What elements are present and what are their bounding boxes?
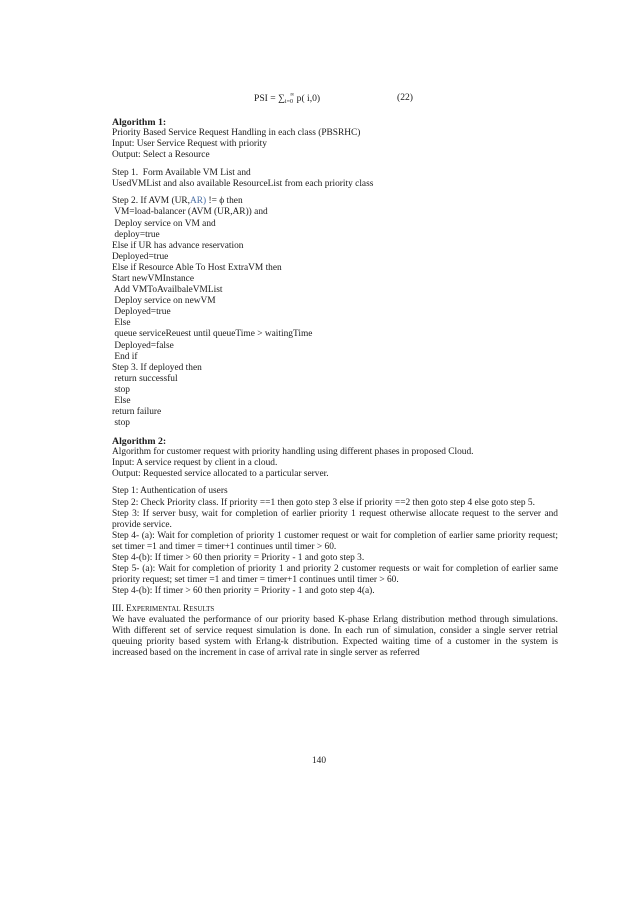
step2-prefix: Step 2. If AVM (UR, [112,196,190,207]
section3-heading-mid: R [180,603,190,614]
algorithm1-output: Output: Select a Resource [112,150,210,161]
algorithm2-heading: Algorithm 2: [112,435,167,447]
algorithm2-step: Step 2: Check Priority class. If priority ==1 then goto step 3 else if priority ==2 then goto step 4 else goto step 5. [112,497,535,508]
equation-22 [254,92,413,105]
algorithm1-line: Else if Resource Able To Host ExtraVM then [112,262,282,273]
equation-rhs: p( i,0) [294,93,321,104]
algorithm2-io [112,458,558,480]
algorithm1-line: Else if UR has advance reservation [112,240,244,251]
section3-paragraph: We have evaluated the performance of our priority based K-phase Erlang distribution method through simulations. With different set of service request simulation is done. In each run of simulation, consider a single server retrial queuing priority based system with Erlang-k distribution. Expected waiting time of a customer in the system is increased based on the increment in case of arrival rate in single server as referred [112,614,558,659]
section3-heading-word1: xperimental [131,603,181,614]
algorithm1-input: Input: User Service Request with priority [112,139,267,150]
algorithm1-line: Deploy service on newVM [112,296,216,307]
algorithm1-step1-line2: UsedVMList and also available ResourceList from each priority class [112,178,374,189]
section3-heading-prefix: III. E [112,603,132,614]
algorithm1-step1 [112,168,558,190]
algorithm1-line: Deploy service on VM and [112,218,216,229]
algorithm1-title: Priority Based Service Request Handling in each class (PBSRHC) [112,128,361,139]
main-text [112,117,558,659]
step2-suffix: != ϕ then [206,196,243,207]
algorithm1-line: stop [112,418,130,429]
algorithm1-line: deploy=true [112,229,160,240]
algorithm1-heading: Algorithm 1: [112,117,167,128]
algorithm1-step1-line1: Step 1. Form Available VM List and [112,167,251,178]
algorithm1-line: VM=load-balancer (AVM (UR,AR)) and [112,207,268,218]
algorithm2-step: Step 5- (a): Wait for completion of priority 1 and priority 2 customer requests or wait for completion of earlier same priority request; set timer =1 and timer = timer+1 continues until timer > 60. [112,564,558,586]
equation-lhs: PSI = [254,93,279,104]
algorithm1-step2-line [112,196,558,207]
algorithm2-step: Step 3: If server busy, wait for completion of earlier priority 1 request otherwise allocate request to the server and provide service. [112,508,558,530]
section3-heading [112,604,558,615]
algorithm2-step: Step 4- (a): Wait for completion of priority 1 customer request or wait for completion of earlier same priority request; set timer =1 and timer = timer+1 continues until timer > 60. [112,530,558,552]
algorithm2-input: Input: A service request by client in a cloud. [112,457,278,468]
summation-upper-limit: ∞ [289,92,295,98]
algorithm1-line: stop [112,384,130,395]
summation-symbol: ∑ [278,93,285,104]
algorithm1-line: Else [112,396,131,407]
algorithm2-step: Step 4-(b): If timer > 60 then priority = Priority - 1 and goto step 3. [112,553,365,564]
algorithm2-title: Algorithm for customer request with priority handling using different phases in proposed Cloud. [112,446,474,457]
summation-lower-limit: i=0 [284,99,293,105]
algorithm2-step: Step 1: Authentication of users [112,486,228,497]
algorithm1-line: Step 3. If deployed then [112,362,202,373]
algorithm1-line: Deployed=true [112,307,171,318]
algorithm1-line: Deployed=true [112,251,169,262]
algorithm2-output: Output: Requested service allocated to a particular server. [112,468,329,479]
algorithm2-steps [112,486,558,597]
algorithm1-line: End if [112,351,138,362]
algorithm1-line: Deployed=false [112,340,174,351]
algorithm1-step2-block [112,196,558,429]
algorithm1-line: queue serviceReuest until queueTime > waitingTime [112,329,313,340]
algorithm1-line: Start newVMInstance [112,274,195,284]
algorithm1-io [112,139,558,161]
algorithm1-line: return successful [112,373,178,384]
algorithm1-line: Else [112,318,131,329]
algorithm1-line: Add VMToAvailbaleVMList [112,285,223,296]
page-number: 140 [311,756,327,766]
algorithm1-line: return failure [112,407,162,418]
section3-heading-word2: esults [189,603,215,614]
algorithm2-step: Step 4-(b): If timer > 60 then priority = Priority - 1 and goto step 4(a). [112,586,375,597]
equation-number: (22) [397,92,413,103]
step2-ar: AR) [189,196,207,207]
